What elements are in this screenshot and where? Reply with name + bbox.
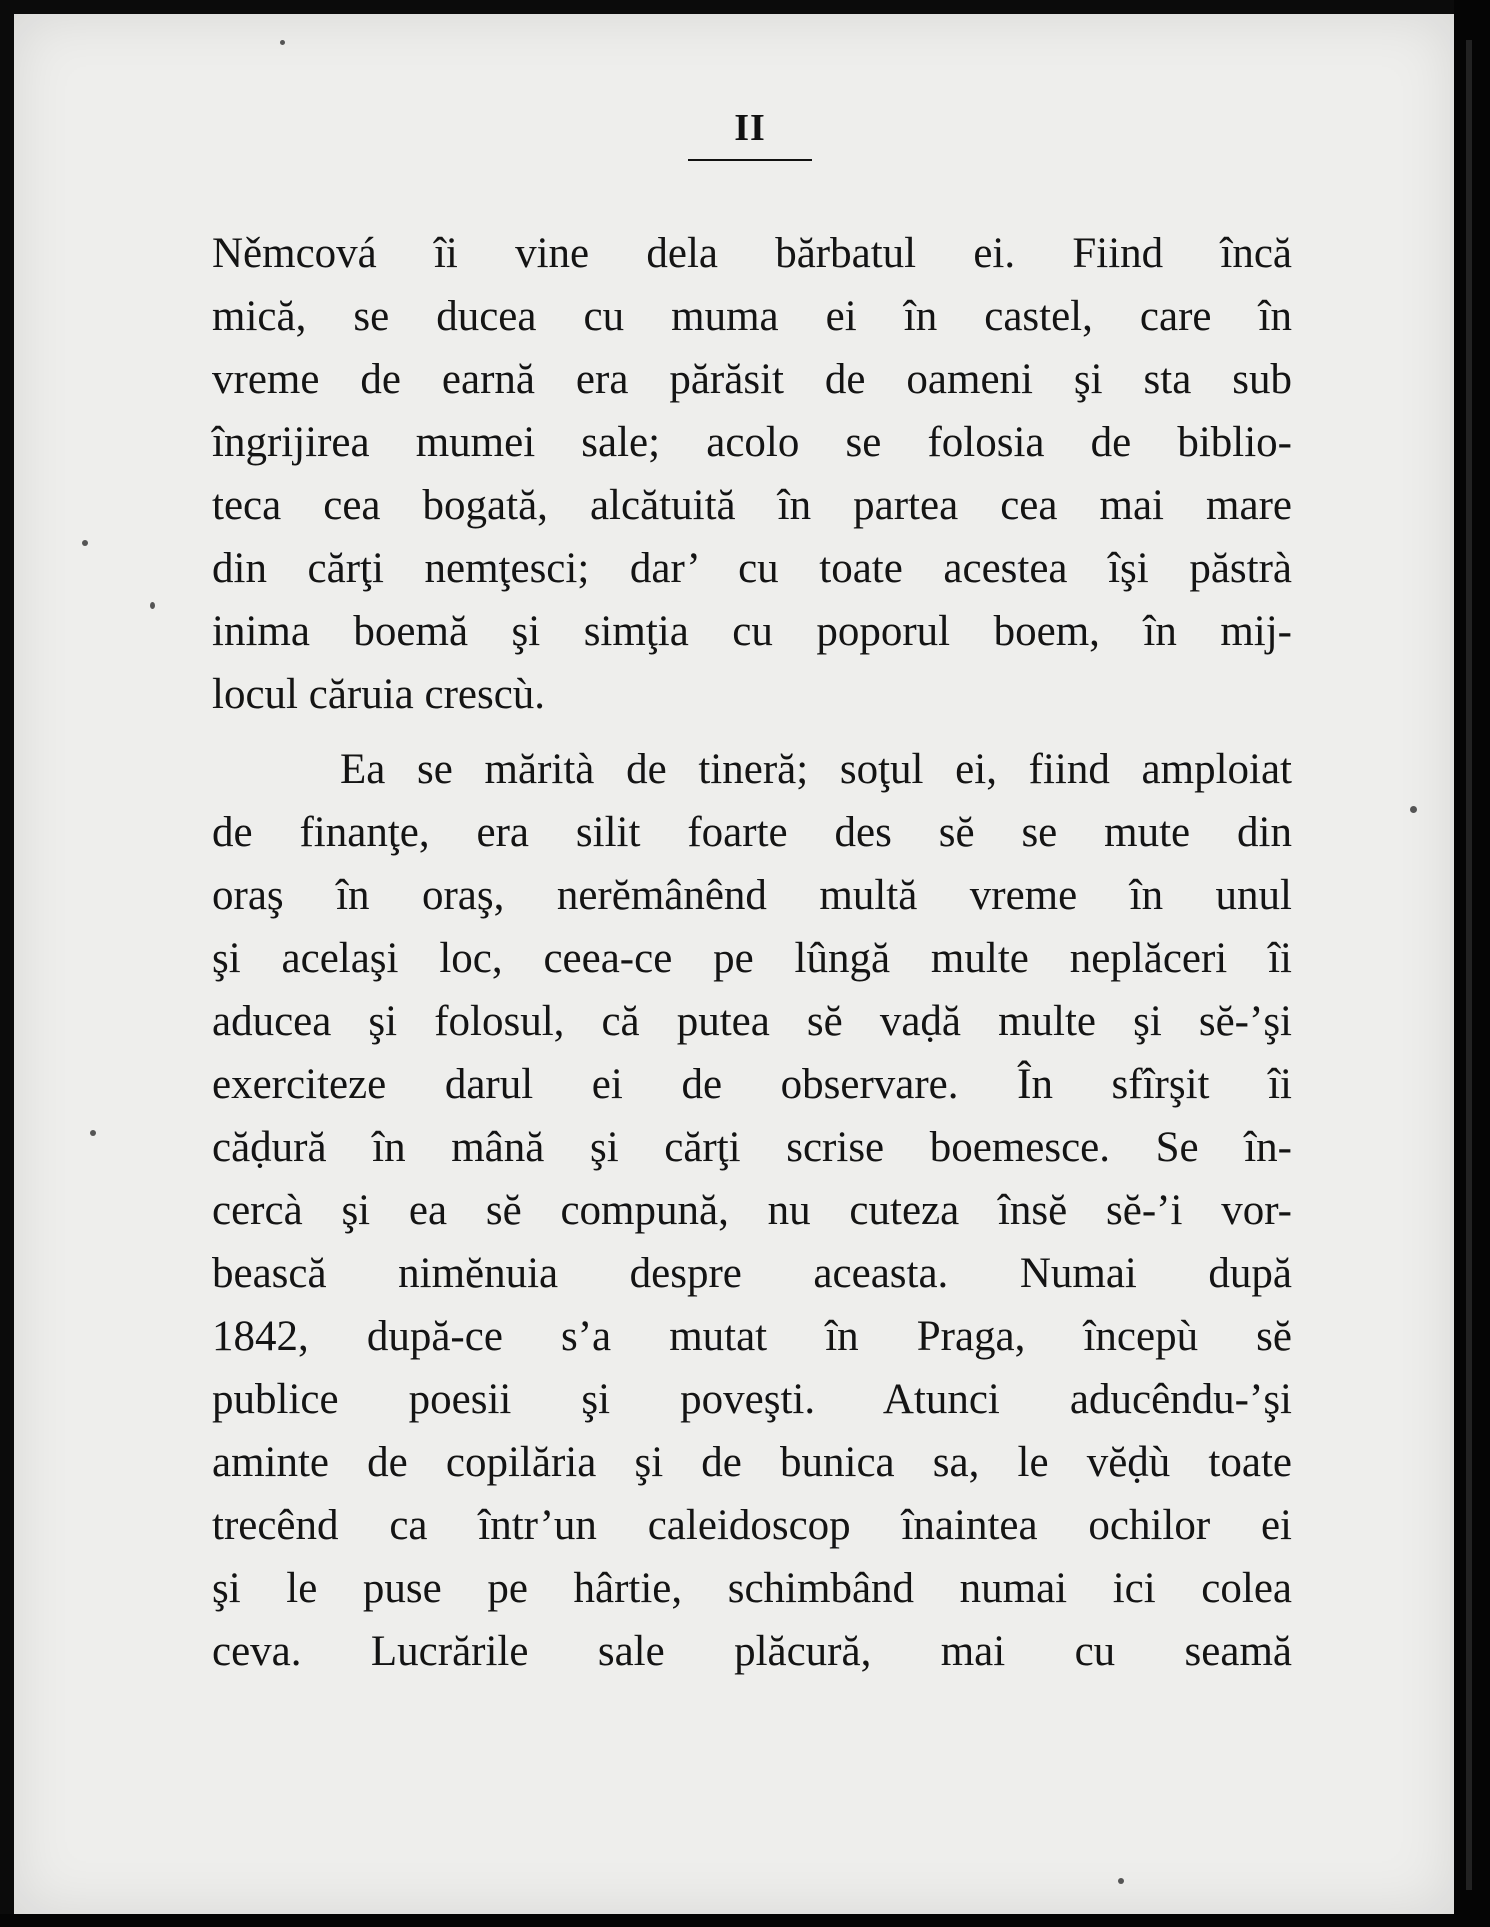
page-number: II xyxy=(734,107,766,149)
page-number-rule xyxy=(688,159,812,161)
text-line: Němcová îi vine dela bărbatul ei. Fiind încă xyxy=(212,230,1292,277)
scan-speck xyxy=(280,40,285,45)
scan-speck xyxy=(1118,1878,1124,1884)
scan-speck xyxy=(90,1130,96,1136)
text-line: mică, se ducea cu muma ei în castel, care în xyxy=(212,293,1292,340)
text-line: aminte de copilăria şi de bunica sa, le vĕḍù toate xyxy=(212,1439,1292,1486)
text-line: cercà şi ea sĕ compună, nu cuteza însĕ sĕ-’i vor- xyxy=(212,1187,1292,1234)
text-line: exerciteze darul ei de observare. În sfîrşit îi xyxy=(212,1061,1292,1108)
text-line: aducea şi folosul, că putea sĕ vaḍă multe şi sĕ-’şi xyxy=(212,998,1292,1045)
text-line: căḍură în mână şi cărţi scrise boemesce. Se în- xyxy=(212,1124,1292,1171)
text-line: locul căruia crescù. xyxy=(212,671,546,718)
text-line: publice poesii şi poveşti. Atunci aducêndu-’şi xyxy=(212,1376,1292,1423)
scan-bottom-edge xyxy=(0,1914,1490,1927)
scan-speck xyxy=(82,540,88,546)
text-line: bească nimĕnuia despre aceasta. Numai după xyxy=(212,1250,1292,1297)
text-line: de finanţe, era silit foarte des sĕ se mute din xyxy=(212,809,1292,856)
text-line: şi acelaşi loc, ceea-ce pe lûngă multe neplăceri îi xyxy=(212,935,1292,982)
text-line: teca cea bogată, alcătuită în partea cea mai mare xyxy=(212,482,1292,529)
body-text xyxy=(212,222,1292,1683)
scan-speck xyxy=(150,602,155,609)
text-line: oraş în oraş, nerĕmânênd multă vreme în unul xyxy=(212,872,1292,919)
text-line: 1842, după-ce s’a mutat în Praga, începù sĕ xyxy=(212,1313,1292,1360)
text-line: ceva. Lucrările sale plăcură, mai cu seamă xyxy=(212,1628,1292,1675)
scan-binding-strip xyxy=(1466,40,1472,1890)
text-line: vreme de earnă era părăsit de oameni şi sta sub xyxy=(212,356,1292,403)
paragraph-2 xyxy=(212,738,1292,1683)
text-line: inima boemă şi simţia cu poporul boem, în mij- xyxy=(212,608,1292,655)
text-line: din cărţi nemţesci; dar’ cu toate acestea îşi păstrà xyxy=(212,545,1292,592)
text-line: îngrijirea mumei sale; acolo se folosia de biblio- xyxy=(212,419,1292,466)
text-line: şi le puse pe hârtie, schimbând numai ici colea xyxy=(212,1565,1292,1612)
text-line: Ea se mărità de tineră; soţul ei, fiind amploiat xyxy=(340,746,1292,793)
text-line: trecênd ca într’un caleidoscop înaintea ochilor ei xyxy=(212,1502,1292,1549)
paragraph-1 xyxy=(212,222,1292,726)
scan-right-edge xyxy=(1454,0,1490,1927)
scan-speck xyxy=(1410,806,1417,813)
paragraph-gap xyxy=(212,726,1292,738)
